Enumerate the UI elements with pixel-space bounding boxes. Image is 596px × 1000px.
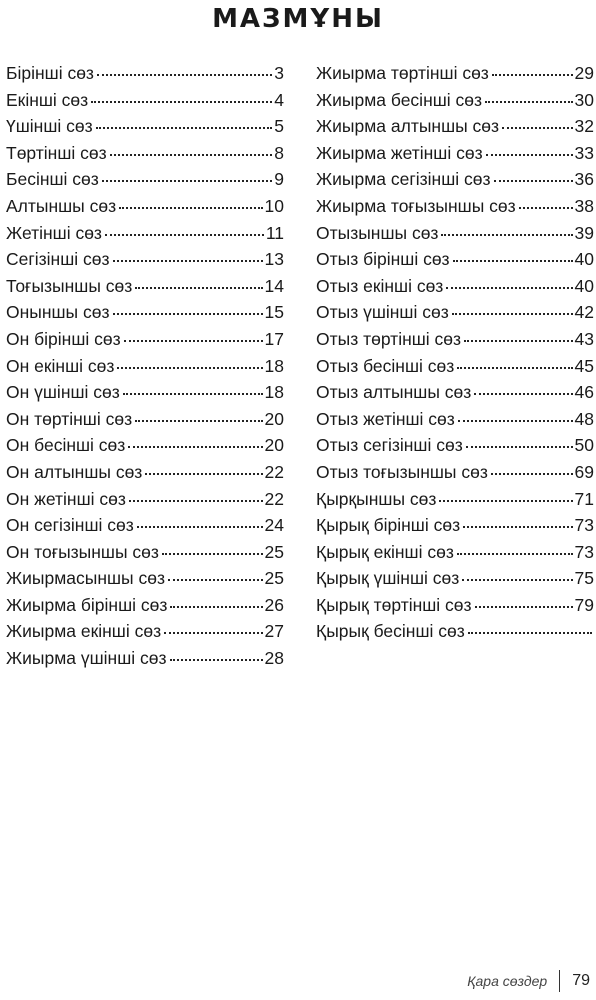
toc-entry-label: Отыз бесінші сөз: [316, 355, 455, 376]
toc-entry: [316, 60, 594, 87]
toc-entry-label: Он тоғызыншы сөз: [6, 541, 159, 562]
toc-entry-label: Отыз алтыншы сөз: [316, 382, 472, 403]
toc-entry: [6, 220, 284, 247]
toc-entry-page: 28: [264, 648, 284, 669]
toc-entry-label: Қырық екінші сөз: [316, 541, 454, 562]
toc-entry: [316, 166, 594, 193]
toc-leader-dots: [123, 379, 263, 395]
toc-entry-page: 4: [274, 89, 284, 110]
toc-entry: [6, 486, 284, 513]
toc-entry-page: 73: [574, 515, 594, 536]
page-title: МАЗМҰНЫ: [212, 4, 384, 34]
toc-entry-label: Сегізінші сөз: [6, 249, 110, 270]
toc-entry-page: 14: [264, 275, 284, 296]
toc-leader-dots: [168, 565, 263, 581]
toc-entry: [316, 353, 594, 380]
toc-leader-dots: [502, 113, 572, 129]
toc-entry-page: 43: [574, 328, 594, 349]
toc-entry-page: 29: [574, 63, 594, 83]
toc-leader-dots: [468, 618, 592, 634]
toc-entry-label: Отыз сегізінші сөз: [316, 435, 463, 456]
toc-entry: [316, 140, 594, 167]
toc-leader-dots: [464, 326, 572, 342]
toc-entry-label: Он жетінші сөз: [6, 488, 126, 509]
toc-entry: [6, 140, 284, 167]
toc-entry: [6, 273, 284, 300]
toc-entry-label: Он бірінші сөз: [6, 328, 121, 349]
toc-entry-page: 18: [264, 382, 284, 403]
toc-entry-label: Он үшінші сөз: [6, 382, 120, 403]
toc-entry-page: 24: [264, 515, 284, 536]
toc-entry: [316, 246, 594, 273]
toc-entry-label: Жиырма бірінші сөз: [6, 594, 168, 615]
toc-leader-dots: [463, 512, 572, 528]
toc-entry-label: Он сегізінші сөз: [6, 515, 134, 536]
toc-leader-dots: [128, 432, 262, 448]
toc-entry-label: Төртінші сөз: [6, 142, 107, 163]
toc-entry-label: Жетінші сөз: [6, 222, 102, 243]
toc-column-left: [6, 60, 284, 672]
toc-entry-label: Бірінші сөз: [6, 63, 94, 83]
toc-entry: [6, 326, 284, 353]
toc-entry: [6, 299, 284, 326]
toc-leader-dots: [475, 592, 573, 608]
toc-leader-dots: [486, 140, 573, 156]
toc-entry-page: 32: [574, 116, 594, 137]
toc-entry: [6, 113, 284, 140]
toc-entry-label: Отызыншы сөз: [316, 222, 439, 243]
toc-entry: [6, 565, 284, 592]
toc-leader-dots: [441, 220, 572, 236]
toc-leader-dots: [439, 486, 572, 502]
toc-leader-dots: [164, 618, 262, 634]
toc-entry-label: Жиырма төртінші сөз: [316, 63, 489, 83]
toc-column-right: [316, 60, 594, 645]
toc-entry-label: Қырық үшінші сөз: [316, 568, 460, 589]
toc-entry: [316, 406, 594, 433]
toc-entry: [316, 379, 594, 406]
toc-entry-page: 39: [574, 222, 594, 243]
toc-leader-dots: [494, 166, 573, 182]
toc-leader-dots: [113, 299, 263, 315]
toc-leader-dots: [457, 539, 573, 555]
toc-entry-page: 48: [574, 408, 594, 429]
toc-entry-label: Он бесінші сөз: [6, 435, 126, 456]
toc-leader-dots: [135, 406, 262, 422]
toc-entry-label: Үшінші сөз: [6, 116, 93, 137]
toc-entry-label: Жиырма алтыншы сөз: [316, 116, 500, 137]
toc-entry-label: Он төртінші сөз: [6, 408, 133, 429]
toc-leader-dots: [113, 246, 263, 262]
toc-entry-label: Тоғызыншы сөз: [6, 275, 133, 296]
toc-entry-page: 15: [264, 302, 284, 323]
toc-entry: [6, 432, 284, 459]
toc-leader-dots: [474, 379, 572, 395]
toc-entry-page: 25: [264, 568, 284, 589]
toc-entry-page: 73: [574, 541, 594, 562]
toc-leader-dots: [462, 565, 572, 581]
toc-entry-page: 40: [574, 275, 594, 296]
toc-leader-dots: [97, 60, 272, 76]
toc-leader-dots: [129, 486, 263, 502]
toc-entry-page: 13: [264, 249, 284, 270]
toc-entry-label: Он екінші сөз: [6, 355, 115, 376]
toc-entry-page: 45: [574, 355, 594, 376]
toc-entry-label: Отыз екінші сөз: [316, 275, 444, 296]
toc-entry: [316, 273, 594, 300]
toc-entry-label: Жиырма бесінші сөз: [316, 89, 483, 110]
toc-entry-page: 8: [274, 142, 284, 163]
toc-entry-label: Жиырма жетінші сөз: [316, 142, 483, 163]
toc-entry-label: Жиырма сегізінші сөз: [316, 169, 491, 190]
toc-entry-label: Жиырма тоғызыншы сөз: [316, 195, 516, 216]
toc-entry-label: Жиырмасыншы сөз: [6, 568, 165, 589]
toc-entry: [6, 193, 284, 220]
toc-entry-page: 11: [265, 222, 284, 243]
page-footer: [467, 968, 596, 994]
toc-entry: [316, 193, 594, 220]
toc-entry-page: 40: [574, 249, 594, 270]
toc-leader-dots: [102, 166, 272, 182]
toc-leader-dots: [170, 645, 263, 661]
toc-entry-page: 36: [574, 169, 594, 190]
footer-page-number: 79: [572, 972, 590, 989]
toc-leader-dots: [117, 353, 262, 369]
toc-entry: [6, 60, 284, 87]
toc-entry-label: Қырқыншы сөз: [316, 488, 437, 509]
toc-entry-page: 22: [264, 488, 284, 509]
toc-leader-dots: [446, 273, 572, 289]
toc-entry-label: Отыз үшінші сөз: [316, 302, 449, 323]
toc-entry: [6, 539, 284, 566]
toc-entry-page: 10: [264, 195, 284, 216]
toc-entry-label: Бесінші сөз: [6, 169, 99, 190]
toc-entry-label: Оныншы сөз: [6, 302, 110, 323]
toc-leader-dots: [96, 113, 273, 129]
toc-entry-page: 9: [274, 169, 284, 190]
toc-entry-page: 25: [264, 541, 284, 562]
toc-entry-page: 69: [574, 461, 594, 482]
toc-entry: [316, 220, 594, 247]
toc-entry-label: Қырық төртінші сөз: [316, 594, 472, 615]
toc-entry-label: Қырық бесінші сөз: [316, 621, 465, 642]
toc-entry-page: 38: [574, 195, 594, 216]
toc-entry: [6, 459, 284, 486]
toc-leader-dots: [466, 432, 573, 448]
toc-leader-dots: [453, 246, 573, 262]
toc-entry-page: 79: [574, 594, 594, 615]
toc-entry-page: 46: [574, 382, 594, 403]
toc-entry-page: 18: [264, 355, 284, 376]
toc-entry-page: 33: [574, 142, 594, 163]
toc-entry: [316, 113, 594, 140]
toc-entry-page: 27: [264, 621, 284, 642]
toc-entry-page: 42: [574, 302, 594, 323]
footer-book-title: Қара сөздер: [467, 973, 548, 989]
toc-leader-dots: [491, 459, 573, 475]
toc-entry-page: 17: [264, 328, 284, 349]
footer-divider: [559, 970, 560, 992]
toc-entry-page: 26: [264, 594, 284, 615]
toc-entry: [316, 486, 594, 513]
toc-entry-label: Жиырма екінші сөз: [6, 621, 162, 642]
toc-entry: [316, 565, 594, 592]
toc-leader-dots: [162, 539, 263, 555]
toc-entry-page: 3: [274, 63, 284, 83]
toc-leader-dots: [452, 299, 573, 315]
toc-leader-dots: [91, 87, 272, 103]
toc-entry: [316, 459, 594, 486]
toc-leader-dots: [485, 87, 573, 103]
toc-entry: [6, 645, 284, 672]
toc-entry-label: Отыз тоғызыншы сөз: [316, 461, 488, 482]
toc-entry-label: Отыз жетінші сөз: [316, 408, 455, 429]
toc-entry-label: Отыз төртінші сөз: [316, 328, 462, 349]
toc-entry: [316, 87, 594, 114]
toc-entry: [6, 87, 284, 114]
toc-entry-label: Екінші сөз: [6, 89, 89, 110]
toc-entry: [6, 246, 284, 273]
toc-leader-dots: [135, 273, 262, 289]
toc-entry-label: Он алтыншы сөз: [6, 461, 143, 482]
toc-leader-dots: [458, 406, 573, 422]
toc-entry-label: Жиырма үшінші сөз: [6, 648, 167, 669]
toc-entry: [6, 379, 284, 406]
toc-entry: [6, 353, 284, 380]
toc-leader-dots: [457, 353, 572, 369]
toc-entry: [316, 326, 594, 353]
toc-entry: [316, 512, 594, 539]
toc-entry: [6, 618, 284, 645]
toc-entry: [6, 406, 284, 433]
toc-entry-page: 50: [574, 435, 594, 456]
toc-entry: [316, 432, 594, 459]
toc-entry: [316, 618, 594, 645]
toc-entry-page: 20: [264, 435, 284, 456]
toc-leader-dots: [124, 326, 263, 342]
toc-leader-dots: [137, 512, 263, 528]
toc-entry-page: 71: [574, 488, 594, 509]
toc-entry-page: 5: [274, 116, 284, 137]
toc-entry-page: 30: [574, 89, 594, 110]
toc-entry-page: 75: [574, 568, 594, 589]
toc-entry-label: Отыз бірінші сөз: [316, 249, 450, 270]
toc-leader-dots: [170, 592, 262, 608]
toc-entry-label: Алтыншы сөз: [6, 195, 117, 216]
toc-entry-label: Қырық бірінші сөз: [316, 515, 461, 536]
toc-entry: [6, 166, 284, 193]
toc-entry: [6, 512, 284, 539]
toc-entry-page: 22: [264, 461, 284, 482]
toc-entry: [316, 539, 594, 566]
toc-leader-dots: [105, 220, 264, 236]
toc-entry: [316, 592, 594, 619]
toc-leader-dots: [492, 60, 573, 76]
toc-leader-dots: [145, 459, 262, 475]
toc-leader-dots: [119, 193, 262, 209]
toc-entry-page: 20: [264, 408, 284, 429]
toc-entry: [316, 299, 594, 326]
toc-leader-dots: [519, 193, 573, 209]
toc-entry: [6, 592, 284, 619]
toc-leader-dots: [110, 140, 273, 156]
